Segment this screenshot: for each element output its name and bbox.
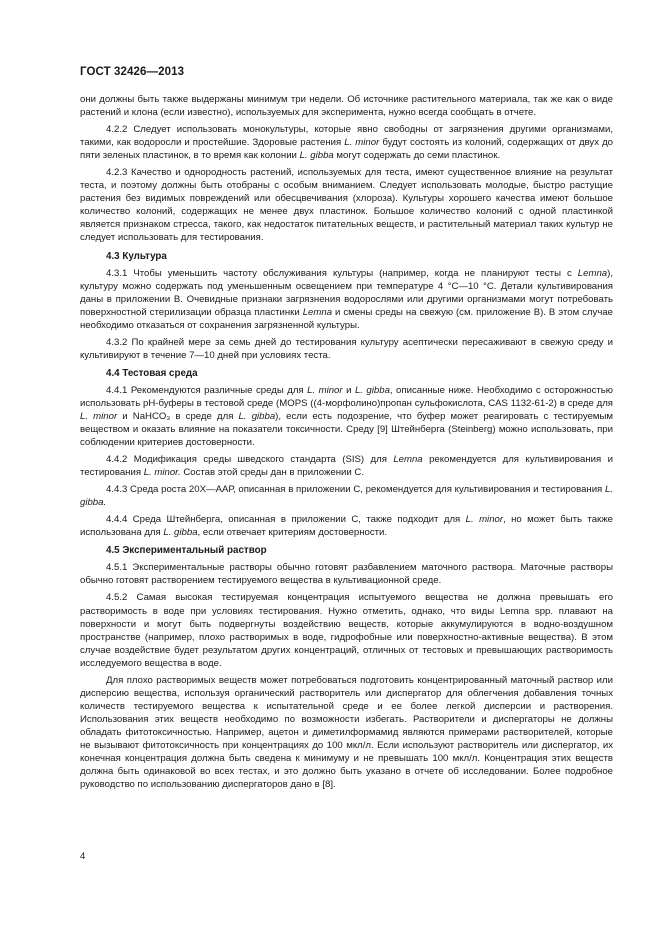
- text-run: 4.5 Экспериментальный раствор: [106, 545, 267, 557]
- paragraph: [80, 674, 613, 791]
- paragraph: [80, 336, 613, 362]
- paragraph: [80, 591, 613, 669]
- text-run: и: [342, 384, 355, 396]
- text-run: 4.4.4 Среда Штейнберга, описанная в приложении С, также подходит для: [106, 514, 466, 526]
- italic-text: L. gibba: [163, 527, 198, 539]
- section-heading: [80, 544, 613, 557]
- text-run: , но может быть также использована для: [80, 514, 614, 539]
- section-heading: [80, 250, 613, 263]
- paragraph: [80, 166, 613, 244]
- text-run: , описанные ниже. Необходимо с осторожностью использовать рН-буферы в тестовой среде (MOPS ((4-морфолино)пропан сульфокислота, CAS 1132-61-2) в среде для: [80, 384, 613, 409]
- paragraph: [80, 483, 613, 509]
- text-run: 4.4.2 Модификация среды шведского стандарта (SIS) для: [106, 454, 394, 466]
- text-run: 4.3.1 Чтобы уменьшить частоту обслуживания культуры (например, когда не планируют тесты с: [106, 267, 578, 279]
- text-run: ), если есть подозрение, что буфер может реагировать с тестируемым веществом и оказать влияние на показатели токсичности. Среду [9] Штейнберга (Steinberg) можно использовать, при соблюдении критериев достоверности.: [80, 410, 613, 449]
- text-run: 4.2.2 Следует использовать монокультуры, которые явно свободны от загрязнения другими организмами, такими, как водоросли и простейшие. Здоровые растения: [80, 124, 613, 149]
- text-run: 4.5.2 Самая высокая тестируемая концентрация испытуемого вещества не должна превышать его растворимость в воде при условиях тестирования. Нужно отметить, однако, что виды Lemna spp. плавают на поверхности и могут быть подвергнуты воздействию веществ, которые аккумулируются в водно-воздушном пространстве (например, плохо растворимых в воде, гидрофобные или поверхностно-активные вещества). В этом случае воздействие будет результатом других концентраций, отличных от тестовых и превышающих растворимость исследуемого вещества в воде.: [80, 592, 613, 669]
- text-run: 4.4 Тестовая среда: [106, 367, 198, 379]
- paragraph: [80, 561, 613, 587]
- document-body: [80, 93, 613, 795]
- italic-text: L. minor.: [143, 467, 181, 479]
- paragraph: [80, 267, 613, 332]
- paragraph: [80, 123, 613, 162]
- text-run: они должны быть также выдержаны минимум три недели. Об источнике растительного материала, так же как о виде растений и клона (если известно), используемых для эксперимента, нужно всегда сообщать в отчете.: [80, 94, 613, 119]
- text-run: Состав этой среды дан в приложении С.: [180, 467, 365, 479]
- text-run: будут состоять из колоний, содержащих от двух до пяти зеленых пластинок, в то время как колонии: [80, 137, 614, 162]
- text-run: могут содержать до семи пластинок.: [333, 150, 501, 162]
- italic-text: L. minor: [344, 137, 380, 149]
- paragraph: [80, 384, 613, 449]
- paragraph: [80, 453, 613, 479]
- text-run: , если отвечает критериям достоверности.: [197, 527, 388, 539]
- text-run: Для плохо растворимых веществ может потребоваться подготовить концентрированный маточный раствор или дисперсию вещества, используя органический растворитель или диспергатор для облегчения добавления точных количеств тестируемого вещества к испытательной среде и ее более легкой дисперсии и растворения. Использования этих веществ необходимо по возможности избегать. Растворители и диспергаторы не должны обладать фитотоксичностью. Например, ацетон и диметилформамид являются примерами растворителей, которые не вызывают фитотоксичность при концентрациях до 100 мкл/л. Если используют растворитель или диспергатор, их конечная концентрация должна быть сведена к минимуму и не превышать 100 мкл/л. Концентрация этих веществ должна быть одинаковой во всех тестах, и это должно быть указано в отчете об исследовании. Более подробное руководство по использованию диспергаторов дано в [8].: [80, 674, 613, 791]
- text-run: 4.5.1 Экспериментальные растворы обычно готовят разбавлением маточного раствора. Маточные растворы обычно готовят растворением тестируемого вещества в культивационной среде.: [80, 562, 613, 587]
- italic-text: L. gibba: [354, 384, 390, 396]
- italic-text: L. gibba.: [80, 484, 613, 509]
- text-run: и смены среды на свежую (см. приложение В). В этом случае необходимо отказаться от сохранения загрязненной культуры.: [80, 306, 613, 331]
- text-run: и NaHCO₃ в среде для: [117, 410, 239, 422]
- italic-text: Lemna: [302, 306, 333, 318]
- text-run: рекомендуется для культивирования и тестирования: [80, 454, 613, 479]
- italic-text: Lemna: [393, 454, 423, 466]
- italic-text: L. minor: [80, 410, 118, 422]
- text-run: 4.3.2 По крайней мере за семь дней до тестирования культуру асептически пересаживают в свежую среду и культивируют в течение 7—10 дней при условиях теста.: [80, 336, 613, 361]
- italic-text: L. minor: [307, 384, 343, 396]
- text-run: ), культуру можно содержать под уменьшенным освещением при температуре 4 °С—10 °С. Детали культивирования даны в приложении В. Очевидные признаки загрязнения водорослями или другими организмами могут потребовать поверхностной стерилизации образца пластинки: [80, 267, 613, 318]
- text-run: 4.2.3 Качество и однородность растений, используемых для теста, имеют существенное влияние на результат теста, и поэтому должны быть отобраны с особым вниманием. Следует использовать молодые, быстро растущие растения без видимых повреждений или обесцвечивания (хлороза). Культуры хорошего качества имеют большое количество колоний, содержащих не менее двух пластинок. Большое количество колоний с одной пластинкой является признаком стресса, такого, как недостаток питательных веществ, и растительный материал таких культур не следует использовать для тестирования.: [80, 167, 613, 244]
- paragraph: [80, 93, 613, 119]
- italic-text: L. gibba: [238, 410, 276, 422]
- page-number: 4: [80, 851, 86, 862]
- section-heading: [80, 367, 613, 380]
- text-run: 4.3 Культура: [106, 250, 167, 262]
- italic-text: Lemna: [577, 267, 608, 279]
- italic-text: L. minor: [465, 514, 504, 526]
- document-header: ГОСТ 32426—2013: [80, 66, 185, 78]
- paragraph: [80, 513, 613, 539]
- text-run: 4.4.1 Рекомендуются различные среды для: [106, 384, 308, 396]
- italic-text: L. gibba: [299, 150, 334, 162]
- text-run: 4.4.3 Среда роста 20X—ААР, описанная в приложении С, рекомендуется для культивирования и тестирования: [106, 484, 605, 496]
